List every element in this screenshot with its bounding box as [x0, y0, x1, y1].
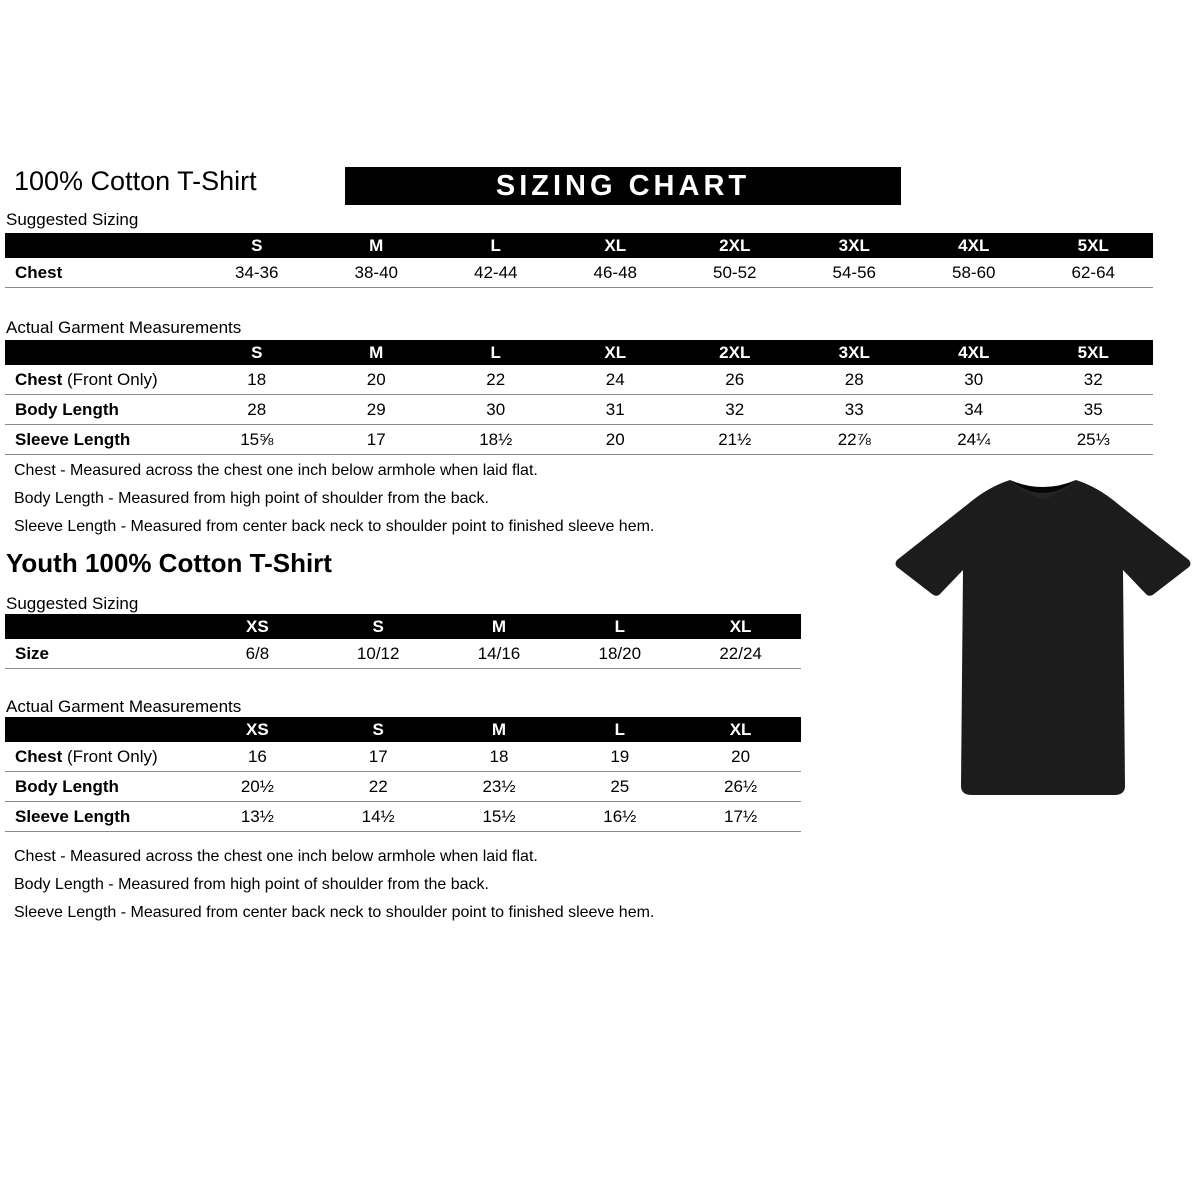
cell: 50-52 — [675, 258, 795, 288]
cell: 30 — [436, 395, 556, 425]
cell: 6/8 — [197, 639, 318, 669]
note-sleeve-length: Sleeve Length - Measured from center back neck to shoulder point to finished sleeve hem. — [14, 904, 655, 921]
cell: 18½ — [436, 425, 556, 455]
note-chest: Chest - Measured across the chest one inch below armhole when laid flat. — [14, 462, 538, 479]
cell: 24¼ — [914, 425, 1034, 455]
cell: 14½ — [318, 802, 439, 832]
col-header: L — [559, 614, 680, 639]
sizing-chart-banner — [345, 167, 901, 205]
cell: 35 — [1034, 395, 1154, 425]
cell: 33 — [795, 395, 915, 425]
row-label: Sleeve Length — [5, 425, 197, 455]
adult-actual-measurements-table — [5, 340, 1153, 455]
col-header: M — [439, 614, 560, 639]
page-title: 100% Cotton T-Shirt — [14, 166, 257, 196]
col-header: 3XL — [795, 340, 915, 365]
col-header: XL — [556, 233, 676, 258]
sizing-chart-banner-text: SIZING CHART — [495, 169, 751, 202]
cell: 28 — [795, 365, 915, 395]
col-header: S — [197, 340, 317, 365]
col-header: 2XL — [675, 233, 795, 258]
table-row — [5, 802, 801, 832]
table-row — [5, 365, 1153, 395]
cell: 19 — [559, 742, 680, 772]
table-row — [5, 425, 1153, 455]
cell: 20 — [556, 425, 676, 455]
youth-actual-measurements-table — [5, 717, 801, 832]
row-label: Sleeve Length — [5, 802, 197, 832]
cell: 18/20 — [559, 639, 680, 669]
cell: 22 — [436, 365, 556, 395]
adult-actual-measurements-label: Actual Garment Measurements — [6, 318, 242, 337]
row-label: Size — [5, 639, 197, 669]
col-header: 4XL — [914, 340, 1034, 365]
col-header: M — [439, 717, 560, 742]
cell: 21½ — [675, 425, 795, 455]
col-header: XS — [197, 614, 318, 639]
col-header: 3XL — [795, 233, 915, 258]
cell: 14/16 — [439, 639, 560, 669]
col-header: L — [436, 340, 556, 365]
note-chest: Chest - Measured across the chest one inch below armhole when laid flat. — [14, 848, 538, 865]
col-header: XL — [556, 340, 676, 365]
cell: 20 — [680, 742, 801, 772]
col-header: 5XL — [1034, 233, 1154, 258]
adult-measurement-notes — [14, 457, 654, 541]
cell: 26½ — [680, 772, 801, 802]
cell: 22/24 — [680, 639, 801, 669]
cell: 22 — [318, 772, 439, 802]
note-sleeve-length: Sleeve Length - Measured from center back neck to shoulder point to finished sleeve hem. — [14, 518, 655, 535]
cell: 10/12 — [318, 639, 439, 669]
youth-measurement-notes — [14, 843, 654, 927]
cell: 20½ — [197, 772, 318, 802]
col-header: M — [317, 233, 437, 258]
table-row — [5, 742, 801, 772]
cell: 42-44 — [436, 258, 556, 288]
cell: 15½ — [439, 802, 560, 832]
youth-suggested-sizing-table — [5, 614, 801, 669]
tshirt-silhouette — [893, 470, 1193, 815]
note-body-length: Body Length - Measured from high point of shoulder from the back. — [14, 490, 489, 507]
col-header: M — [317, 340, 437, 365]
cell: 25 — [559, 772, 680, 802]
cell: 34 — [914, 395, 1034, 425]
corner-cell — [5, 340, 197, 365]
col-header: S — [197, 233, 317, 258]
cell: 16 — [197, 742, 318, 772]
cell: 23½ — [439, 772, 560, 802]
cell: 32 — [675, 395, 795, 425]
row-label: Body Length — [5, 395, 197, 425]
row-label: Chest (Front Only) — [5, 365, 197, 395]
cell: 16½ — [559, 802, 680, 832]
col-header: 5XL — [1034, 340, 1154, 365]
adult-suggested-sizing-label: Suggested Sizing — [6, 210, 139, 229]
header-row — [5, 614, 801, 639]
header-row — [5, 233, 1153, 258]
cell: 17½ — [680, 802, 801, 832]
row-label: Chest — [5, 258, 197, 288]
table-row — [5, 639, 801, 669]
corner-cell — [5, 717, 197, 742]
cell: 58-60 — [914, 258, 1034, 288]
cell: 18 — [197, 365, 317, 395]
cell: 34-36 — [197, 258, 317, 288]
col-header: XL — [680, 717, 801, 742]
col-header: S — [318, 614, 439, 639]
cell: 46-48 — [556, 258, 676, 288]
cell: 22⅞ — [795, 425, 915, 455]
col-header: XL — [680, 614, 801, 639]
col-header: L — [436, 233, 556, 258]
cell: 20 — [317, 365, 437, 395]
corner-cell — [5, 614, 197, 639]
col-header: 4XL — [914, 233, 1034, 258]
cell: 13½ — [197, 802, 318, 832]
cell: 18 — [439, 742, 560, 772]
col-header: XS — [197, 717, 318, 742]
table-row — [5, 258, 1153, 288]
cell: 28 — [197, 395, 317, 425]
header-row — [5, 717, 801, 742]
cell: 30 — [914, 365, 1034, 395]
cell: 17 — [318, 742, 439, 772]
col-header: L — [559, 717, 680, 742]
cell: 26 — [675, 365, 795, 395]
row-label: Chest (Front Only) — [5, 742, 197, 772]
table-row — [5, 395, 1153, 425]
col-header: 2XL — [675, 340, 795, 365]
cell: 54-56 — [795, 258, 915, 288]
cell: 32 — [1034, 365, 1154, 395]
row-label: Body Length — [5, 772, 197, 802]
header-row — [5, 340, 1153, 365]
corner-cell — [5, 233, 197, 258]
cell: 24 — [556, 365, 676, 395]
youth-section-title: Youth 100% Cotton T-Shirt — [6, 548, 332, 578]
adult-suggested-sizing-table — [5, 233, 1153, 288]
table-row — [5, 772, 801, 802]
note-body-length: Body Length - Measured from high point of shoulder from the back. — [14, 876, 489, 893]
youth-suggested-sizing-label: Suggested Sizing — [6, 594, 139, 613]
cell: 38-40 — [317, 258, 437, 288]
cell: 29 — [317, 395, 437, 425]
cell: 31 — [556, 395, 676, 425]
youth-actual-measurements-label: Actual Garment Measurements — [6, 697, 242, 716]
col-header: S — [318, 717, 439, 742]
black-tshirt-image — [893, 470, 1193, 820]
cell: 25⅓ — [1034, 425, 1154, 455]
cell: 15⅝ — [197, 425, 317, 455]
cell: 62-64 — [1034, 258, 1154, 288]
cell: 17 — [317, 425, 437, 455]
